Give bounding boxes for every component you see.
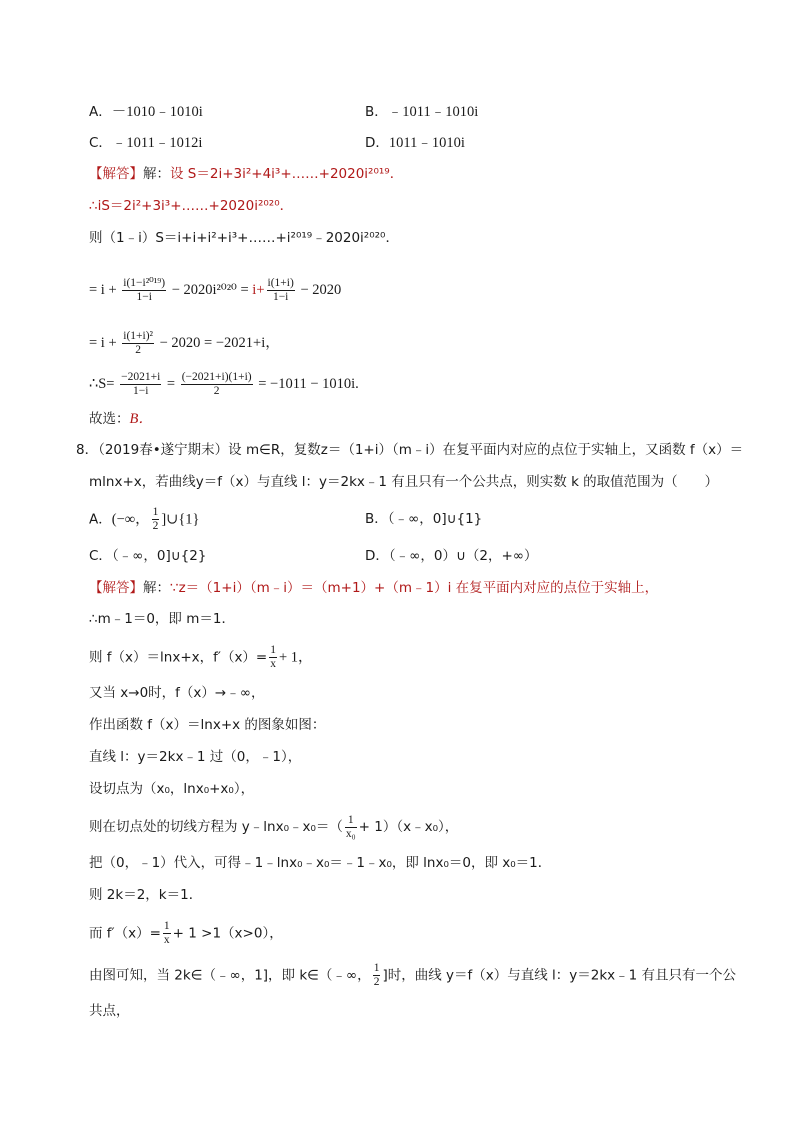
q8-s11-frac-den: x bbox=[163, 934, 170, 946]
q8-option-b-label: B． bbox=[365, 511, 388, 527]
q7-line6-frac2 bbox=[181, 371, 253, 398]
q8-s9: 把（0，﹣1）代入，可得﹣1﹣lnx₀﹣x₀＝﹣1﹣x₀，即 lnx₀＝0，即 x₀＝1． bbox=[89, 855, 552, 871]
q7-option-c-value: ﹣1011﹣1012i bbox=[111, 135, 203, 151]
q7-choose-answer: B． bbox=[129, 411, 153, 427]
q7-line5-b: − 2020 = −2021+i， bbox=[159, 335, 280, 351]
q7-line5-a: = i + bbox=[89, 335, 117, 351]
q8-stem-line1: （2019春•遂宁期末）设 m∈R，复数z＝（1+i）（m﹣i）在复平面内对应的点位于实轴上，又函数 f（x）＝ bbox=[98, 442, 744, 458]
q8-s7: 设切点为（x₀，lnx₀+x₀）， bbox=[89, 781, 255, 797]
q7-line5 bbox=[89, 329, 280, 357]
q8-option-c-value: （﹣∞，0]∪{2} bbox=[111, 548, 207, 564]
q7-option-a-value: －1010﹣1010i bbox=[111, 104, 203, 120]
q8-s3-a: 则 f（x）＝lnx+x，f′（x）= bbox=[89, 649, 268, 666]
q8-s13: 共点， bbox=[89, 1003, 130, 1019]
q7-line6-frac2-num: (−2021+i)(1+i) bbox=[181, 371, 252, 384]
q7-line4-frac1-num: i(1−i²⁰¹⁹) bbox=[123, 277, 166, 290]
q8-s12-frac-den: 2 bbox=[373, 976, 380, 988]
q7-choose bbox=[89, 409, 153, 429]
q8-s8-b: + 1）（x﹣x₀）， bbox=[358, 819, 459, 835]
q7-line4-frac2-num: i(1+i) bbox=[267, 277, 294, 290]
q7-option-d-label: D． bbox=[365, 135, 389, 151]
q8-answer-tag: 【解答】 bbox=[89, 580, 143, 596]
q8-s12 bbox=[89, 962, 736, 989]
q8-s3-b: + 1， bbox=[279, 649, 313, 666]
q8-option-b-value: （﹣∞，0]∪{1} bbox=[387, 511, 483, 527]
q8-s5: 作出函数 f（x）＝lnx+x 的图象如图： bbox=[89, 717, 326, 733]
q8-option-a-label: A． bbox=[89, 511, 112, 528]
q7-line4-frac1-den: 1−i bbox=[136, 291, 152, 304]
q7-choose-prefix: 故选： bbox=[89, 411, 130, 427]
q7-option-b-value: ﹣1011﹣1010i bbox=[387, 104, 479, 120]
q8-s12-frac bbox=[373, 962, 381, 989]
q8-s3-frac bbox=[269, 644, 277, 671]
q8-stem-line2: mlnx+x，若曲线y＝f（x）与直线 l：y＝2kx﹣1 有且只有一个公共点，则实数 k 的取值范围为（ ） bbox=[89, 474, 719, 490]
q7-line6-frac1 bbox=[120, 371, 161, 398]
q8-s1: ∵z＝（1+i）（m﹣i）＝（m+1）+（m﹣1）i 在复平面内对应的点位于实轴上， bbox=[170, 580, 659, 596]
q8-s11 bbox=[89, 920, 283, 947]
q7-line4-b: − 2020i²⁰²⁰ = bbox=[171, 282, 249, 298]
q7-option-d-value: 1011﹣1010i bbox=[388, 135, 465, 151]
q7-line4-frac2 bbox=[267, 277, 295, 304]
q7-option-b bbox=[365, 102, 478, 122]
q8-option-a-post: ]∪{1} bbox=[161, 511, 200, 528]
q8-number: 8． bbox=[76, 442, 99, 458]
q8-s8-frac bbox=[345, 814, 357, 841]
q8-s10: 则 2k＝2，k＝1． bbox=[89, 887, 203, 903]
q8-s12-a: 由图可知，当 2k∈（﹣∞，1]，即 k∈（﹣∞， bbox=[89, 967, 371, 984]
q7-option-c bbox=[89, 133, 202, 153]
q8-stem-line-1 bbox=[76, 440, 743, 460]
q8-option-c bbox=[89, 546, 206, 566]
q8-option-d-value: （﹣∞，0）∪（2，+∞） bbox=[388, 548, 538, 564]
q8-option-a-frac bbox=[152, 506, 160, 533]
q7-line6-frac1-num: −2021+i bbox=[121, 371, 161, 384]
q7-option-c-label: C． bbox=[89, 135, 112, 151]
q8-s11-frac-num: 1 bbox=[163, 920, 170, 932]
q7-line6-frac2-den: 2 bbox=[213, 385, 220, 398]
q8-s2: ∴m﹣1＝0，即 m＝1． bbox=[89, 611, 235, 627]
q7-line4-c: i+ bbox=[252, 282, 265, 298]
q8-s8 bbox=[89, 813, 458, 841]
q8-s8-a: 则在切点处的切线方程为 y﹣lnx₀﹣x₀＝（ bbox=[89, 819, 343, 835]
q8-s3 bbox=[89, 644, 313, 671]
q8-s6: 直线 l：y＝2kx﹣1 过（0，﹣1）， bbox=[89, 749, 302, 765]
q8-option-a-frac-num: 1 bbox=[152, 506, 159, 518]
q8-option-d-label: D． bbox=[365, 548, 389, 564]
q7-line6-a: ∴S= bbox=[89, 376, 115, 392]
q8-option-c-label: C． bbox=[89, 548, 112, 564]
q7-line4 bbox=[89, 276, 341, 304]
q8-s12-frac-num: 1 bbox=[373, 962, 380, 974]
q8-solution-line-1 bbox=[89, 578, 658, 598]
q8-s4: 又当 x→0时，f（x）→﹣∞， bbox=[89, 685, 265, 701]
q8-s11-frac bbox=[163, 920, 171, 947]
q7-line3: 则（1﹣i）S＝i+i+i²+i³+……+i²⁰¹⁹﹣2020i²⁰²⁰． bbox=[89, 230, 399, 246]
q8-s11-a: 而 f′（x）= bbox=[89, 925, 161, 942]
q7-line1: 设 S＝2i+3i²+4i³+……+2020i²⁰¹⁹． bbox=[170, 166, 404, 182]
q7-line4-frac2-den: 1−i bbox=[272, 291, 289, 304]
q7-line6 bbox=[89, 370, 359, 398]
q8-s8-frac-num: 1 bbox=[345, 814, 357, 828]
q7-line4-a: = i + bbox=[89, 282, 117, 298]
q7-option-a-label: A． bbox=[89, 104, 112, 120]
q8-s12-b: ]时，曲线 y＝f（x）与直线 l：y＝2kx﹣1 有且只有一个公 bbox=[382, 967, 737, 984]
q7-option-d bbox=[365, 133, 465, 153]
q7-option-b-label: B． bbox=[365, 104, 388, 120]
q7-option-a bbox=[89, 102, 203, 122]
q7-line6-c: = −1011 − 1010i. bbox=[258, 376, 359, 392]
q8-option-d bbox=[365, 546, 538, 566]
q7-line2: ∴iS＝2i²+3i³+……+2020i²⁰²⁰． bbox=[89, 198, 294, 214]
q7-line5-frac-num: i(1+i)² bbox=[123, 330, 153, 343]
q7-line4-frac1 bbox=[122, 277, 166, 304]
q8-s3-frac-num: 1 bbox=[270, 644, 276, 656]
q7-line6-b: = bbox=[166, 376, 176, 392]
q7-line5-frac-den: 2 bbox=[135, 344, 141, 357]
q8-s3-frac-den: x bbox=[270, 658, 276, 670]
q8-s11-b: + 1 >1（x>0）， bbox=[172, 925, 283, 942]
q8-option-a-pre: (−∞， bbox=[111, 511, 150, 528]
q8-option-a-frac-den: 2 bbox=[152, 520, 159, 532]
q7-solution-line-1 bbox=[89, 164, 403, 184]
q7-line6-frac1-den: 1−i bbox=[132, 385, 149, 398]
q7-line4-d: − 2020 bbox=[300, 282, 342, 298]
q7-answer-tag: 【解答】 bbox=[89, 166, 143, 182]
q8-option-b bbox=[365, 509, 482, 529]
q8-solution-prefix: 解： bbox=[143, 580, 170, 596]
q7-solution-prefix: 解： bbox=[143, 166, 170, 182]
q8-s8-frac-den: x₀ bbox=[345, 827, 356, 840]
q8-option-a bbox=[89, 506, 200, 533]
q7-line5-frac bbox=[122, 330, 154, 357]
